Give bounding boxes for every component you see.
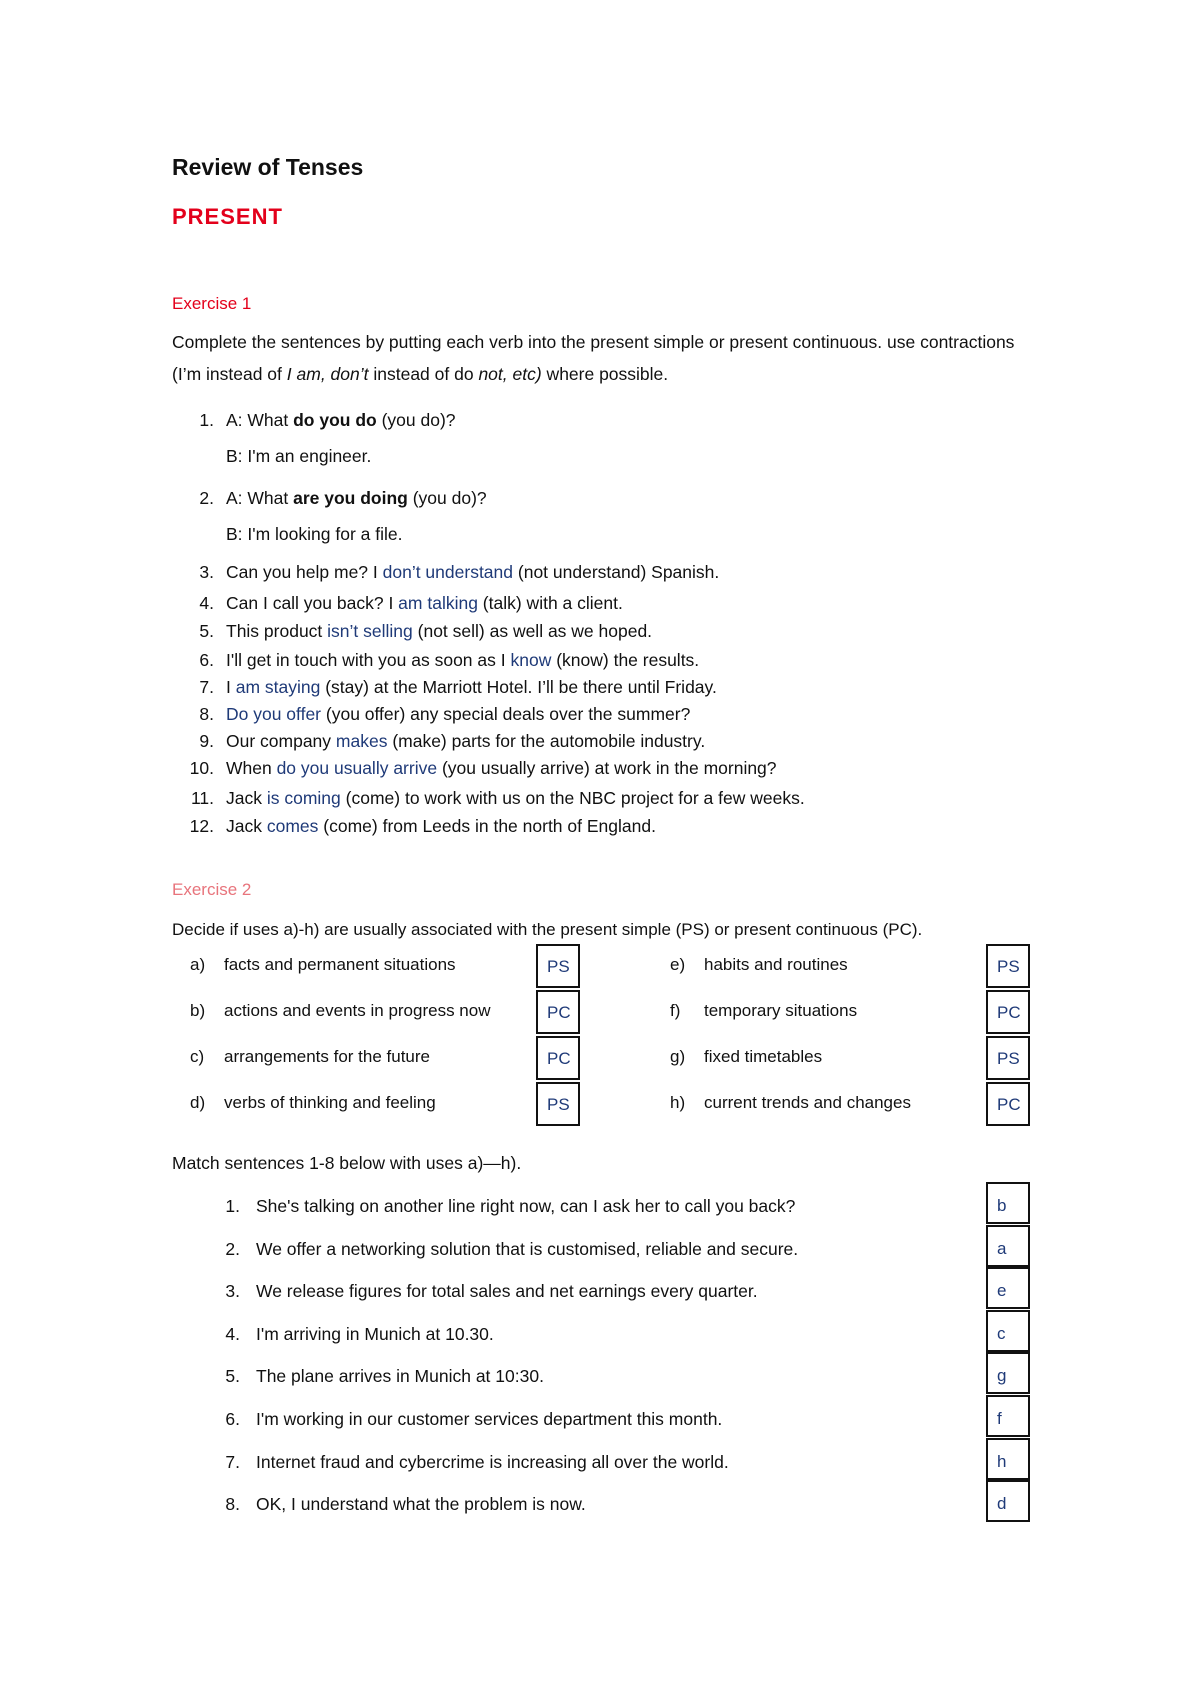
instr-italic: I am, don’t [286, 364, 369, 384]
item-text: I [226, 677, 236, 697]
item-number: 1. [225, 1196, 240, 1216]
match-item [210, 1324, 494, 1345]
item-text: A: What [226, 410, 294, 430]
item-number: 3. [225, 1281, 240, 1302]
instr-text: where possible. [541, 364, 669, 384]
use-answer-box: PC [536, 990, 580, 1034]
item-text: Internet fraud and cybercrime is increasing all over the world. [256, 1451, 729, 1472]
item-number: 5. [225, 1366, 240, 1387]
item-text: Jack [226, 816, 267, 836]
match-instructions: Match sentences 1-8 below with uses a)—h). [172, 1153, 522, 1173]
exercise-1-item [172, 704, 690, 725]
use-text: arrangements for the future [224, 1047, 431, 1066]
match-item [210, 1239, 798, 1260]
item-text: (know) the results. [551, 650, 700, 670]
uses-table [172, 942, 1042, 1132]
item-text: (you do)? [407, 488, 487, 508]
match-answer-box: d [986, 1480, 1030, 1522]
exercise-2-heading: Exercise 2 [172, 880, 252, 899]
item-number: 4. [199, 593, 214, 613]
item-answer: makes [335, 731, 388, 751]
use-answer-box: PS [536, 944, 580, 988]
use-answer-box: PC [986, 990, 1030, 1034]
use-text: current trends and changes [704, 1093, 911, 1112]
use-letter: a) [190, 955, 206, 974]
use-text: actions and events in progress now [224, 1001, 491, 1020]
exercise-1-item [172, 650, 699, 671]
exercise-1-item [172, 488, 487, 509]
use-letter: g) [670, 1047, 686, 1066]
item-answer: don’t understand [382, 562, 514, 582]
use-text: verbs of thinking and feeling [224, 1093, 436, 1112]
item-number: 7. [199, 677, 214, 697]
exercise-1-item [172, 621, 652, 642]
use-answer-box: PS [536, 1082, 580, 1126]
uses-row [172, 942, 1042, 988]
use-letter: e) [670, 955, 686, 974]
item-number: 3. [199, 562, 214, 582]
use-text: facts and permanent situations [224, 955, 456, 974]
match-answer-box: b [986, 1182, 1030, 1224]
uses-row [172, 1034, 1042, 1080]
item-number: 8. [199, 704, 214, 724]
use-letter: f) [670, 1001, 681, 1020]
uses-row [172, 988, 1042, 1034]
use-answer-box: PS [986, 944, 1030, 988]
item-text: (you usually arrive) at work in the morning? [437, 758, 777, 778]
item-text: (come) from Leeds in the north of England. [318, 816, 656, 836]
item-text: (make) parts for the automobile industry. [387, 731, 706, 751]
item-answer: know [510, 650, 552, 670]
instr-text: instead of do [368, 364, 479, 384]
item-answer: Do you offer [226, 704, 322, 724]
use-letter: b) [190, 1001, 206, 1020]
use-letter: c) [190, 1047, 205, 1066]
item-number: 7. [225, 1451, 240, 1472]
item-number: 11. [190, 788, 214, 808]
item-text: A: What [226, 488, 294, 508]
use-text: habits and routines [704, 955, 848, 974]
item-number: 5. [199, 621, 214, 641]
item-answer: am talking [398, 593, 478, 613]
exercise-1-item [172, 758, 777, 779]
exercise-1-item [172, 562, 719, 583]
item-text: OK, I understand what the problem is now. [256, 1494, 586, 1515]
item-number: 6. [225, 1409, 240, 1429]
page-title: Review of Tenses [172, 154, 364, 180]
instr-text: Complete the sentences by putting each verb into the present simple or present continuous. use contractions (I’m instead of [172, 332, 1015, 384]
item-text: She's talking on another line right now, can I ask her to call you back? [256, 1196, 796, 1216]
item-text: Jack [226, 788, 267, 808]
match-item [210, 1494, 586, 1515]
exercise-1-item [172, 731, 705, 752]
item-answer: are you doing [293, 488, 408, 508]
answer-b1: B: I'm an engineer. [226, 446, 372, 466]
exercise-1-heading: Exercise 1 [172, 294, 252, 313]
match-answer-box: g [986, 1352, 1030, 1394]
match-answer-box: a [986, 1225, 1030, 1267]
uses-row [172, 1080, 1042, 1126]
exercise-1-item [172, 788, 805, 809]
item-number: 2. [199, 488, 214, 508]
section-heading: PRESENT [172, 204, 283, 229]
item-text: This product [226, 621, 328, 641]
item-text: (not sell) as well as we hoped. [412, 621, 653, 641]
item-number: 10. [189, 758, 214, 778]
item-answer: do you usually arrive [276, 758, 438, 778]
answer-b2: B: I'm looking for a file. [226, 524, 403, 544]
exercise-1-item [172, 677, 717, 698]
exercise-1-item [172, 410, 456, 431]
item-number: 4. [225, 1323, 240, 1344]
exercise-1-item [172, 816, 656, 837]
item-text: (you offer) any special deals over the summer? [321, 704, 691, 724]
match-item [210, 1196, 795, 1217]
item-text: We offer a networking solution that is customised, reliable and secure. [256, 1238, 799, 1259]
item-answer: comes [266, 816, 319, 836]
item-text: (stay) at the Marriott Hotel. I’ll be there until Friday. [320, 677, 717, 697]
item-text: I'm working in our customer services department this month. [256, 1409, 723, 1429]
item-number: 8. [225, 1494, 240, 1515]
use-letter: h) [670, 1093, 686, 1112]
use-text: fixed timetables [704, 1047, 823, 1066]
use-answer-box: PC [986, 1082, 1030, 1126]
match-item [210, 1281, 758, 1302]
item-number: 1. [199, 410, 214, 430]
item-text: Can I call you back? I [226, 593, 399, 613]
item-text: I'm arriving in Munich at 10.30. [256, 1323, 494, 1344]
item-number: 12. [189, 816, 214, 836]
item-number: 9. [199, 731, 214, 751]
item-text: We release figures for total sales and net earnings every quarter. [256, 1281, 758, 1302]
exercise-1-instructions [172, 326, 1042, 390]
item-answer: do you do [293, 410, 377, 430]
match-answer-box: c [986, 1310, 1030, 1352]
item-text: When [226, 758, 277, 778]
item-number: 2. [225, 1238, 240, 1259]
item-text: (not understand) Spanish. [513, 562, 720, 582]
use-answer-box: PC [536, 1036, 580, 1080]
match-item [210, 1366, 544, 1387]
item-text: (you do)? [376, 410, 456, 430]
match-answer-box: h [986, 1438, 1030, 1480]
match-item [210, 1452, 729, 1473]
use-letter: d) [190, 1093, 206, 1112]
match-item [210, 1409, 722, 1430]
instr-italic: not, etc) [478, 364, 542, 384]
match-answer-box: f [986, 1395, 1030, 1437]
use-answer-box: PS [986, 1036, 1030, 1080]
item-number: 6. [199, 650, 214, 670]
item-answer: am staying [235, 677, 321, 697]
item-text: I'll get in touch with you as soon as I [226, 650, 511, 670]
item-text: (talk) with a client. [477, 593, 623, 613]
item-text: Our company [226, 731, 336, 751]
item-text: Can you help me? I [226, 562, 383, 582]
item-text: (come) to work with us on the NBC project for a few weeks. [340, 788, 805, 808]
use-text: temporary situations [704, 1001, 858, 1020]
match-answer-box: e [986, 1267, 1030, 1309]
item-answer: isn’t selling [327, 621, 413, 641]
exercise-1-item [172, 593, 623, 614]
item-text: The plane arrives in Munich at 10:30. [256, 1366, 544, 1387]
item-answer: is coming [266, 788, 341, 808]
exercise-2-instructions: Decide if uses a)-h) are usually associated with the present simple (PS) or present continuous (PC). [172, 920, 923, 939]
